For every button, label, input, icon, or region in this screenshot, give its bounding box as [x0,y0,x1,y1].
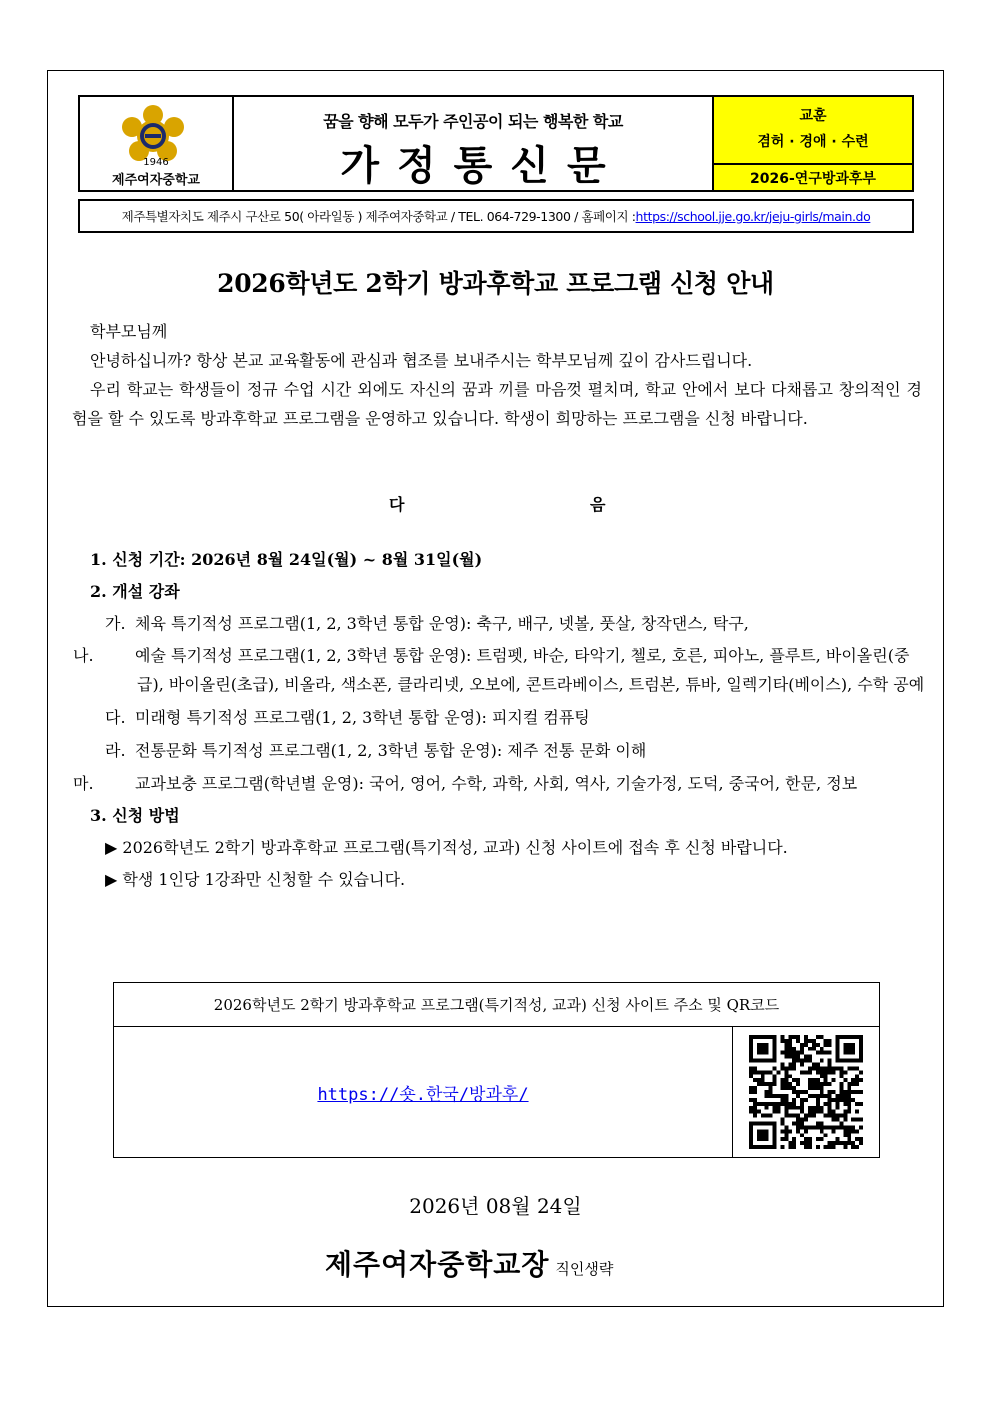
motto-section [714,97,912,165]
qr-cell [733,1027,879,1157]
method-item: ▶ 학생 1인당 1강좌만 신청할 수 있습니다. [105,870,406,889]
notice-list [73,545,925,894]
seal-note: 직인생략 [555,1260,614,1278]
motto-values: 겸허 · 경애 · 수련 [757,134,869,150]
issue-date: 2026년 08월 24일 [409,1194,582,1218]
url-cell [114,1027,733,1157]
intro-text: 우리 학교는 학생들이 정규 수업 시간 외에도 자신의 꿈과 끼를 마음껏 펼치며, 학교 안에서 보다 다채롭고 창의적인 경험을 할 수 있도록 방과후학교 프로그램을 운영하고 있습니다. 학생이 희망하는 프로그램을 신청 바랍니다. [72,380,922,428]
logo-school-name: 제주여자중학교 [112,173,200,188]
document-title: 2026학년도 2학기 방과후학교 프로그램 신청 안내 [217,269,774,298]
address-text: 제주특별자치도 제주시 구산로 50( 아라일동 ) 제주여자중학교 / TEL. 064-729-1300 / 홈페이지 : [121,209,636,224]
period-heading: 1. 신청 기간: 2026년 8월 24일(월) ~ 8월 31일(월) [90,550,483,569]
school-slogan: 꿈을 향해 모두가 주인공이 되는 행복한 학교 [323,112,623,131]
course-marker: 라. [105,741,126,760]
course-text: 예술 특기적성 프로그램(1, 2, 3학년 통합 운영): 트럼펫, 바순, 타악기, 첼로, 호른, 피아노, 플루트, 바이올린(중급), 바이올린(초급), 비올라, 색소폰, 클라리넷, 오보에, 콘트라베이스, 트럼본, 튜바, 일렉기타(베이스), 수학 공예 [135,646,925,694]
info-table-header: 2026학년도 2학기 방과후학교 프로그램(특기적성, 교과) 신청 사이트 주소 및 QR코드 [114,983,879,1027]
qr-code-icon [749,1035,863,1149]
course-text: 체육 특기적성 프로그램(1, 2, 3학년 통합 운영): 축구, 배구, 넷볼, 풋살, 창작댄스, 탁구, [135,614,749,633]
course-marker: 마. [73,774,94,793]
principal-title: 제주여자중학교장 [325,1248,550,1281]
course-text: 전통문화 특기적성 프로그램(1, 2, 3학년 통합 운영): 제주 전통 문화 이해 [135,741,647,760]
title-cell [234,97,714,190]
course-marker: 다. [105,708,126,727]
method-item: ▶ 2026학년도 2학기 방과후학교 프로그램(특기적성, 교과) 신청 사이트에 접속 후 신청 바랍니다. [105,838,788,857]
letterhead [78,95,914,192]
motto-label: 교훈 [799,108,827,124]
info-table-body [114,1027,879,1157]
course-item [73,769,925,798]
course-item [90,736,925,765]
course-item [90,609,925,638]
signup-url-link[interactable]: https://숏.한국/방과후/ [317,1084,529,1105]
da-label: 다 [389,495,405,514]
course-item [90,703,925,732]
document-number: 2026-연구방과후부 [750,170,876,187]
salutation: 학부모님께 [90,322,168,341]
course-marker: 가. [105,614,126,633]
school-address-bar [78,199,914,233]
course-text: 미래형 특기적성 프로그램(1, 2, 3학년 통합 운영): 피지컬 컴퓨팅 [135,708,590,727]
course-item [73,641,925,699]
motto-box [714,97,912,190]
courses-heading: 2. 개설 강좌 [90,582,180,601]
intro-paragraph [72,375,922,433]
course-text: 교과보충 프로그램(학년별 운영): 국어, 영어, 수학, 과학, 사회, 역사, 기술가정, 도덕, 중국어, 한문, 정보 [135,774,858,793]
newsletter-title: 가정통신문 [340,143,624,189]
greeting-paragraph: 안녕하십니까? 항상 본교 교육활동에 관심과 협조를 보내주시는 학부모님께 깊이 감사드립니다. [90,351,753,370]
signup-info-table [113,982,880,1158]
homepage-link[interactable]: https://school.jje.go.kr/jeju-girls/main.do [635,208,871,224]
signature-line [325,1243,613,1283]
method-heading: 3. 신청 방법 [90,806,180,825]
eum-label: 음 [590,495,606,514]
course-marker: 나. [73,646,94,665]
logo-year: 1946 [143,157,169,168]
school-logo [80,97,234,190]
